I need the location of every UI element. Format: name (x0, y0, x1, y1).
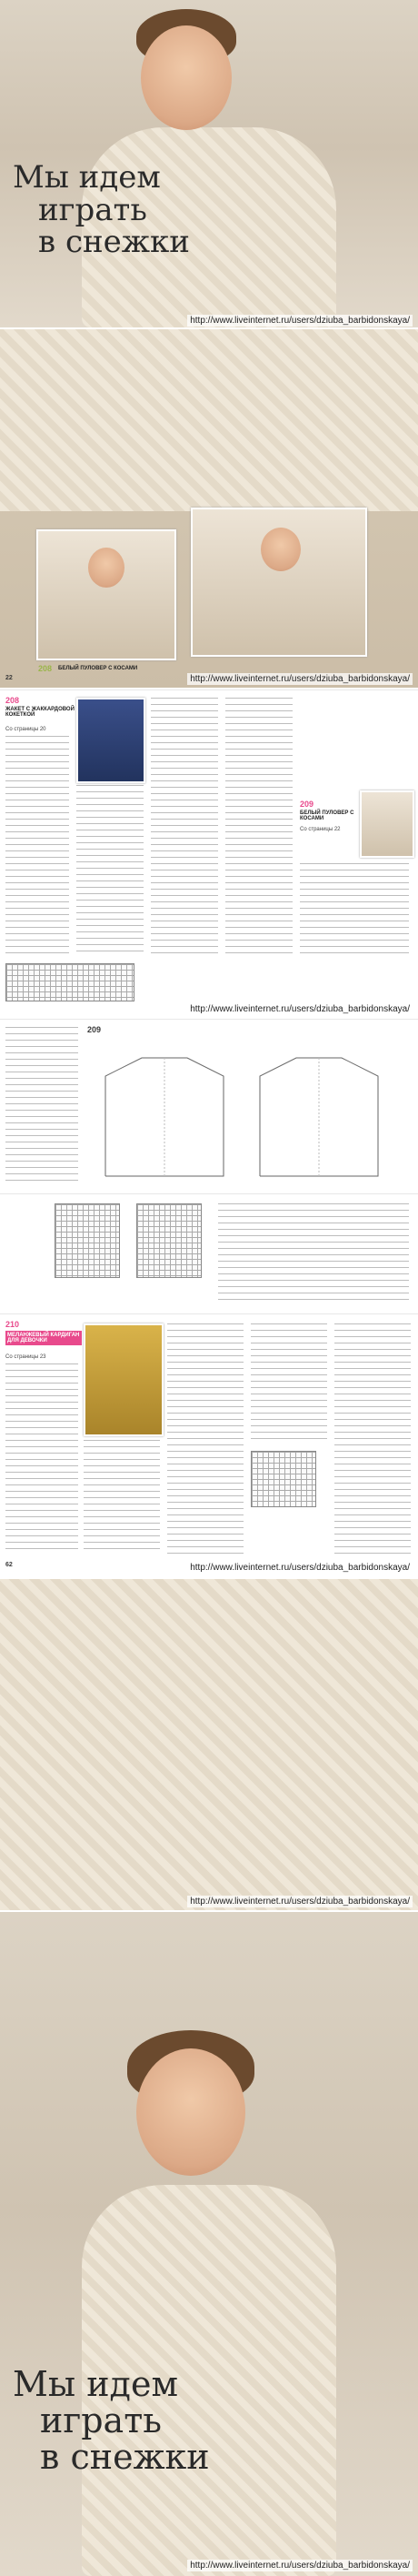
pattern-number-210: 210 (5, 1320, 20, 1329)
cardigan-photo[interactable] (84, 1323, 164, 1436)
photo-spread-3 (0, 1579, 418, 1910)
cover-photo-bottom (0, 1912, 418, 2576)
pattern-number-209-b: 209 (87, 1025, 102, 1034)
stitch-chart-3 (251, 1451, 316, 1507)
text-lines (218, 1203, 409, 1303)
text-lines (5, 1027, 78, 1182)
source-url-2[interactable]: http://www.liveinternet.ru/users/dziuba_barbidonskaya/ (187, 673, 413, 685)
headline-b-line-2: играть (40, 2400, 162, 2440)
pattern-title-jacket: ЖАКЕТ С ЖАККАРДОВОЙ КОКЕТКОЙ (5, 707, 75, 718)
stitch-chart-2 (136, 1203, 202, 1278)
pattern-schematic (87, 1040, 411, 1185)
pattern-number-209: 209 (300, 800, 314, 809)
source-url-6[interactable]: http://www.liveinternet.ru/users/dziuba_barbidonskaya/ (187, 2560, 413, 2571)
pattern-title: БЕЛЫЙ ПУЛОВЕР С КОСАМИ (58, 666, 138, 671)
headline-bottom (13, 2364, 210, 2477)
text-column-6 (5, 1027, 78, 1182)
cover-photo-top (0, 0, 418, 327)
text-lines (5, 1363, 78, 1555)
text-column-7 (5, 1363, 78, 1555)
child-face-2 (136, 2048, 245, 2176)
pattern-number: 208 (38, 664, 53, 673)
thumb-child-2[interactable] (191, 508, 367, 657)
jacket-photo[interactable] (76, 698, 145, 783)
headline-b-line-1: Мы идем (13, 2364, 179, 2404)
pattern-title-pullover: БЕЛЫЙ ПУЛОВЕР С КОСАМИ (300, 810, 354, 821)
from-page-2: Со страницы 22 (300, 827, 341, 832)
text-column-1 (5, 736, 69, 954)
text-lines (167, 1323, 244, 1555)
pattern-page-1 (0, 689, 418, 1018)
photo-spread-2 (0, 329, 418, 688)
text-lines (251, 1323, 327, 1442)
source-url-5[interactable]: http://www.liveinternet.ru/users/dziuba_barbidonskaya/ (187, 1896, 413, 1907)
text-lines (151, 698, 218, 954)
headline-line-2: играть (38, 191, 147, 228)
text-column-8 (84, 1440, 160, 1555)
text-column-10 (251, 1323, 327, 1442)
pullover-photo[interactable] (360, 790, 414, 858)
text-column-5 (300, 863, 409, 954)
pattern-number-208: 208 (5, 696, 20, 705)
pattern-page-3 (0, 1193, 418, 1313)
pattern-page-2 (0, 1019, 418, 1192)
text-column-4 (225, 698, 293, 954)
source-url-3[interactable]: http://www.liveinternet.ru/users/dziuba_barbidonskaya/ (187, 1003, 413, 1015)
headline (13, 159, 190, 261)
thumb-face-1 (88, 548, 124, 588)
text-lines (84, 1440, 160, 1555)
text-column-3 (151, 698, 218, 954)
text-column-9 (167, 1323, 244, 1555)
text-column-2 (76, 785, 144, 954)
stitch-chart-1 (55, 1203, 120, 1278)
pattern-page-4 (0, 1313, 418, 1578)
headline-b-line-3: в снежки (40, 2436, 210, 2477)
text-lines (76, 785, 144, 954)
text-lines (300, 863, 409, 954)
text-lines (5, 736, 69, 954)
page-folio: 22 (5, 675, 13, 681)
pattern-title-cardigan: МЕЛАНЖЕВЫЙ КАРДИГАН ДЛЯ ДЕВОЧКИ (5, 1331, 82, 1345)
text-lines (334, 1323, 411, 1555)
page-folio-62: 62 (5, 1562, 13, 1568)
thumb-face-2 (261, 528, 301, 571)
headline-line-3: в снежки (38, 224, 190, 261)
source-url-4[interactable]: http://www.liveinternet.ru/users/dziuba_barbidonskaya/ (187, 1562, 413, 1574)
text-column-11 (334, 1323, 411, 1555)
large-sweater-closeup-2 (0, 1579, 418, 1910)
headline-line-1: Мы идем (13, 159, 161, 196)
from-page-3: Со страницы 23 (5, 1354, 46, 1360)
from-page-1: Со страницы 20 (5, 727, 46, 732)
legend-column (218, 1203, 409, 1303)
thumb-child-1[interactable] (36, 529, 176, 660)
text-lines (225, 698, 293, 954)
jacquard-chart (5, 963, 134, 1001)
source-url[interactable]: http://www.liveinternet.ru/users/dziuba_barbidonskaya/ (187, 315, 413, 327)
child-face (141, 25, 232, 130)
large-sweater-closeup (0, 329, 418, 511)
